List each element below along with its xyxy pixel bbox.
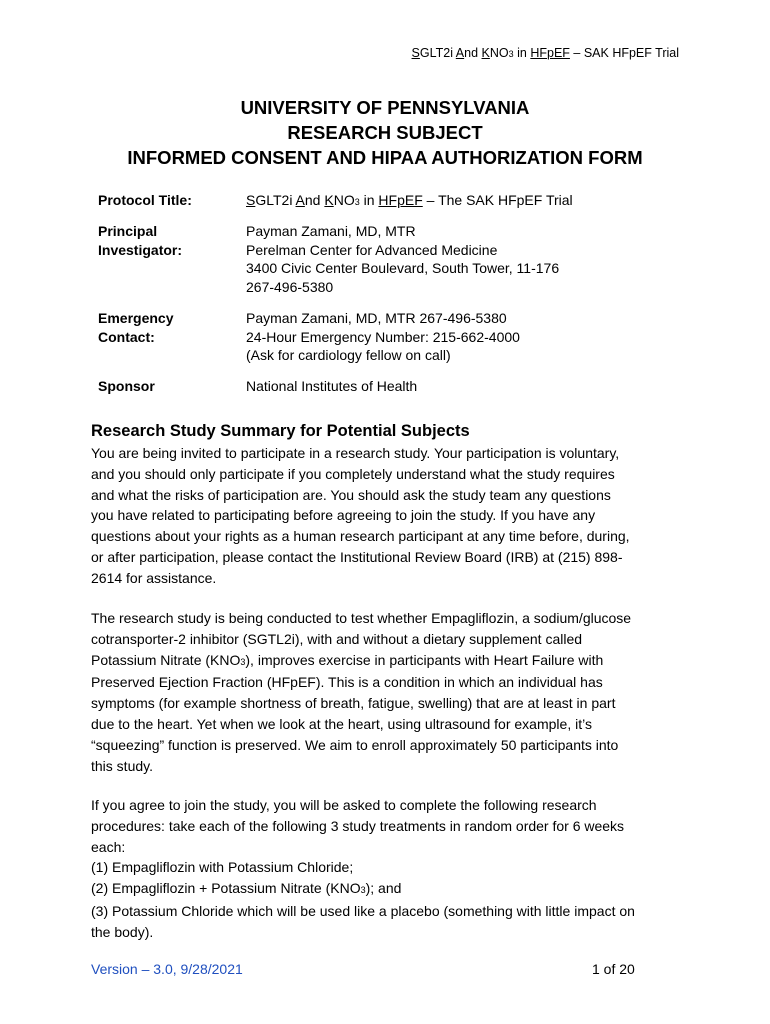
pi-label: Principal Investigator: [98, 223, 183, 258]
sponsor-label: Sponsor [98, 378, 155, 394]
title-line-1: UNIVERSITY OF PENNSYLVANIA [240, 97, 530, 118]
document-title [0, 95, 770, 170]
pi-value: Payman Zamani, MD, MTR Perelman Center for Advanced Medicine 3400 Civic Center Boulevard, South Tower, 11-176 267-496-5380 [246, 223, 560, 295]
summary-paragraph-2: The research study is being conducted to test whether Empagliflozin, a sodium/glucose cotransporter-2 inhibitor (SGTL2i), with and without a dietary supplement called Potassium Nitrate (KNO3), improves exercise in participants with Heart Failure with Preserved Ejection Fraction (HFpEF). This is a condition in which an individual has symptoms (for example shortness of breath, fatigue, swelling) that are at least in part due to the heart. Yet when we look at the heart, using ultrasound for example, it’s “squeezing” function is preserved. We aim to enroll approximately 50 participants into this study. [91, 610, 632, 774]
summary-paragraph-1: You are being invited to participate in a research study. Your participation is voluntary, and you should only participate if you completely understand what the study requires and what the risks of participation are. You should ask the study team any questions you have related to participating before agreeing to join the study. If you have any questions about your rights as a human research participant at any time before, during, or after participation, please contact the Institutional Review Board (IRB) at (215) 898- 2614 for assistance. [91, 445, 630, 586]
running-header: SGLT2i And KNO3 in HFpEF – SAK HFpEF Trial [411, 46, 679, 60]
protocol-label: Protocol Title: [98, 192, 192, 208]
sponsor-value: National Institutes of Health [246, 378, 418, 394]
title-line-3: INFORMED CONSENT AND HIPAA AUTHORIZATION FORM [127, 147, 643, 168]
protocol-value: SGLT2i And KNO3 in HFpEF – The SAK HFpEF Trial [246, 192, 573, 208]
summary-heading: Research Study Summary for Potential Subjects [91, 422, 470, 440]
footer-version: Version – 3.0, 9/28/2021 [91, 961, 243, 977]
emergency-value: Payman Zamani, MD, MTR 267-496-5380 24-Hour Emergency Number: 215-662-4000 (Ask for cardiology fellow on call) [246, 310, 520, 363]
emergency-label: Emergency Contact: [98, 310, 174, 345]
summary-paragraph-3: If you agree to join the study, you will be asked to complete the following research procedures: take each of the following 3 study treatments in random order for 6 weeks each: (1) Empagliflozin with Potassium Chloride; (2) Empagliflozin + Potassium Nitrate (KNO3); and (3) Potassium Chloride which will be used like a placebo (something with little impact on the body). [91, 797, 635, 940]
title-line-2: RESEARCH SUBJECT [287, 122, 483, 143]
footer-page-number: 1 of 20 [592, 961, 635, 977]
